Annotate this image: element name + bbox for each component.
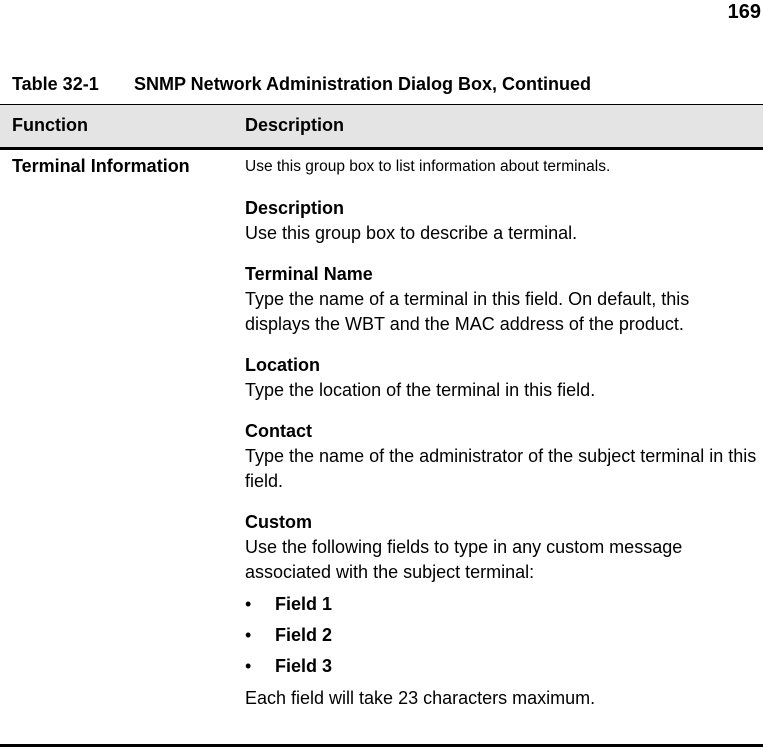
closing-note: Each field will take 23 characters maximum.	[245, 688, 596, 708]
table-caption-title: SNMP Network Administration Dialog Box, Continued	[134, 74, 592, 94]
entry-terminal-name	[245, 262, 757, 337]
list-item-label: Field 1	[275, 594, 333, 614]
custom-field-list	[245, 589, 757, 682]
entry-text: Use the following fields to type in any custom message associated with the subject terminal:	[245, 537, 683, 582]
entry-title: Custom	[245, 512, 312, 532]
table-caption-number: Table 32-1	[12, 74, 99, 94]
entry-custom	[245, 510, 757, 585]
page-number: 169	[727, 1, 761, 23]
function-column-header: Function	[12, 115, 88, 135]
description-column-header: Description	[245, 115, 345, 135]
entry-title: Contact	[245, 421, 312, 441]
entry-text: Type the name of the administrator of the subject terminal in this field.	[245, 446, 757, 491]
bullet-icon: •	[245, 656, 252, 676]
table-caption	[12, 72, 591, 96]
entry-text: Use this group box to describe a terminal.	[245, 223, 578, 243]
bullet-icon: •	[245, 594, 252, 614]
entry-location	[245, 353, 757, 403]
description-cell	[245, 155, 757, 711]
list-item-label: Field 3	[275, 656, 333, 676]
list-item	[245, 620, 757, 651]
bullet-icon: •	[245, 625, 252, 645]
table-header-row	[0, 104, 763, 150]
list-item	[245, 589, 757, 620]
entry-text: Type the name of a terminal in this field. On default, this displays the WBT and the MAC address of the product.	[245, 289, 690, 334]
entry-title: Description	[245, 198, 345, 218]
list-item	[245, 651, 757, 682]
function-cell: Terminal Information	[12, 156, 190, 176]
description-intro: Use this group box to list information about terminals.	[245, 158, 611, 175]
entry-description	[245, 196, 757, 246]
entry-contact	[245, 419, 757, 494]
list-item-label: Field 2	[275, 625, 333, 645]
entry-title: Location	[245, 355, 320, 375]
table-bottom-rule	[0, 744, 763, 747]
entry-title: Terminal Name	[245, 264, 373, 284]
entry-text: Type the location of the terminal in this field.	[245, 380, 596, 400]
